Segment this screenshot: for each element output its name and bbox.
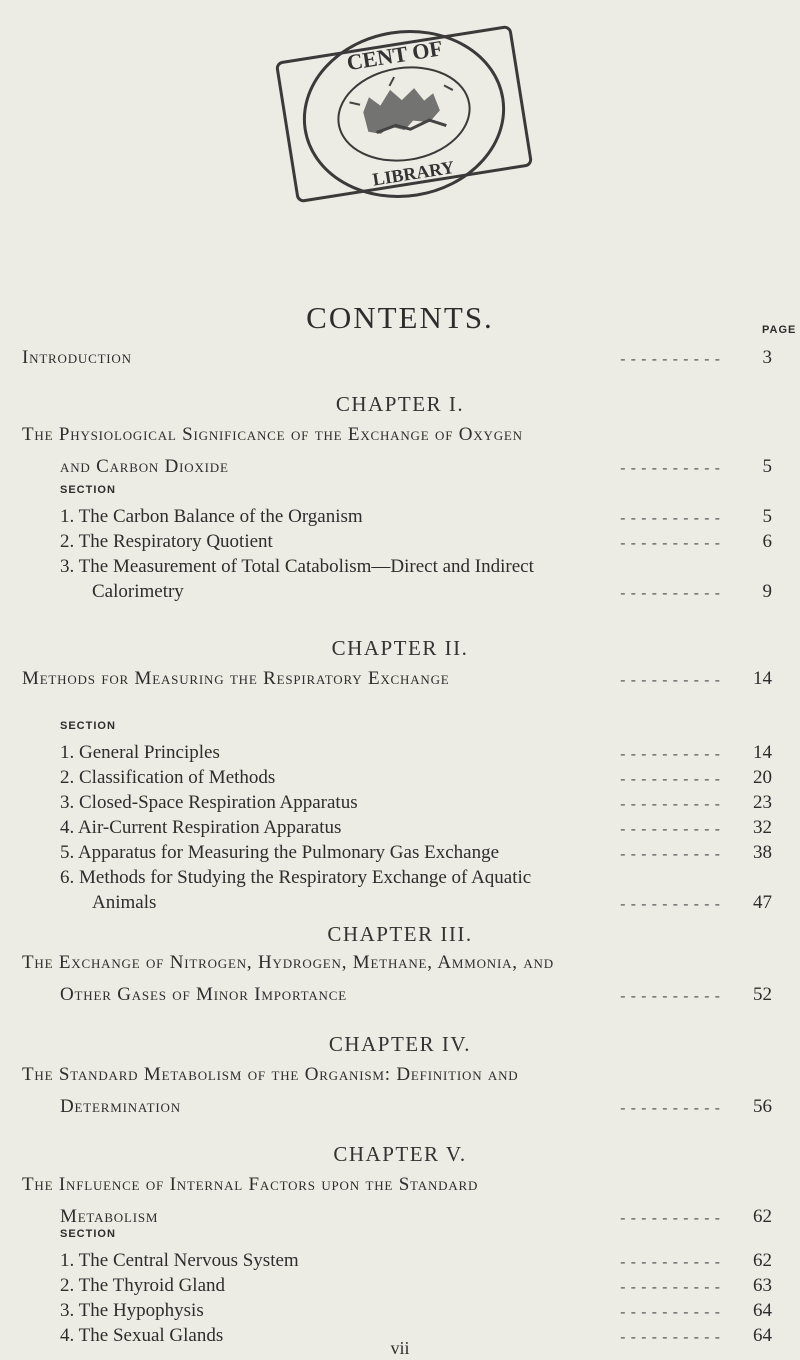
- leader-dashes: - - - - - - - - - -: [620, 819, 720, 838]
- chapter-title: [0, 984, 800, 1010]
- page-number: 47: [753, 892, 772, 913]
- page-number: 32: [753, 817, 772, 838]
- toc-line-text: 1. The Carbon Balance of the Organism: [60, 506, 363, 527]
- section-entry: [0, 1300, 800, 1326]
- page-column-label: PAGE: [762, 324, 797, 336]
- page-number: 6: [762, 531, 772, 552]
- page-number: 62: [753, 1250, 772, 1271]
- section-entry: [0, 742, 800, 768]
- toc-line-text: 5. Apparatus for Measuring the Pulmonary Gas Exchange: [60, 842, 500, 863]
- leader-dashes: - - - - - - - - - -: [620, 1252, 720, 1271]
- section-entry: [0, 892, 800, 918]
- chapter-title: [0, 1064, 800, 1090]
- chapter-title: [0, 1206, 800, 1232]
- section-entry: [0, 817, 800, 843]
- leader-dashes: - - - - - - - - - -: [620, 533, 720, 552]
- section-entry: [0, 842, 800, 868]
- chapter-label: CHAPTER II.: [331, 636, 469, 660]
- leader-dashes: - - - - - - - - - -: [620, 458, 720, 477]
- toc-line-text: Methods for Measuring the Respiratory Exchange: [22, 668, 450, 689]
- toc-line-text: Introduction: [22, 347, 132, 368]
- leader-dashes: - - - - - - - - - -: [620, 894, 720, 913]
- toc-line-text: Calorimetry: [92, 581, 184, 602]
- toc-line-text: The Physiological Significance of the Exchange of Oxygen: [22, 424, 523, 445]
- chapter-title: [0, 1096, 800, 1122]
- leader-dashes: - - - - - - - - - -: [620, 769, 720, 788]
- chapter-title: [0, 668, 800, 694]
- page-number: 38: [753, 842, 772, 863]
- page-number: 5: [762, 506, 772, 527]
- stamp-bottom-text: LIBRARY: [371, 156, 456, 190]
- section-entry: [0, 767, 800, 793]
- leader-dashes: - - - - - - - - - -: [620, 670, 720, 689]
- toc-line-text: The Exchange of Nitrogen, Hydrogen, Methane, Ammonia, and: [22, 952, 554, 973]
- toc-line-text: 1. General Principles: [60, 742, 220, 763]
- toc-line-text: 4. The Sexual Glands: [60, 1325, 224, 1346]
- leader-dashes: - - - - - - - - - -: [620, 744, 720, 763]
- chapter-label: CHAPTER V.: [333, 1142, 467, 1166]
- page-number: 20: [753, 767, 772, 788]
- chapter-label: CHAPTER III.: [327, 922, 473, 946]
- page-number: 23: [753, 792, 772, 813]
- page-folio: vii: [390, 1338, 410, 1358]
- leader-dashes: - - - - - - - - - -: [620, 794, 720, 813]
- chapter-title: [0, 456, 800, 482]
- page-number: 63: [753, 1275, 772, 1296]
- toc-line-text: Animals: [92, 892, 157, 913]
- page-number: 14: [753, 668, 772, 689]
- chapter-title: [0, 952, 800, 978]
- leader-dashes: - - - - - - - - - -: [620, 349, 720, 368]
- toc-introduction: [0, 347, 800, 373]
- page-number: 56: [753, 1096, 772, 1117]
- toc-line-text: 6. Methods for Studying the Respiratory Exchange of Aquatic: [60, 867, 532, 888]
- chapter-title: [0, 424, 800, 450]
- page-number: 64: [753, 1300, 772, 1321]
- toc-line-text: 3. The Measurement of Total Catabolism—Direct and Indirect: [60, 556, 534, 577]
- toc-line-text: 3. Closed-Space Respiration Apparatus: [60, 792, 358, 813]
- page-number: 5: [762, 456, 772, 477]
- leader-dashes: - - - - - - - - - -: [620, 1302, 720, 1321]
- chapter-title: [0, 1174, 800, 1200]
- leader-dashes: - - - - - - - - - -: [620, 1327, 720, 1346]
- toc-line-text: 1. The Central Nervous System: [60, 1250, 299, 1271]
- leader-dashes: - - - - - - - - - -: [620, 1098, 720, 1117]
- section-entry: [0, 556, 800, 582]
- chapter-label: CHAPTER I.: [335, 392, 465, 416]
- leader-dashes: - - - - - - - - - -: [620, 1277, 720, 1296]
- section-entry: [0, 792, 800, 818]
- page-number: 3: [762, 347, 772, 368]
- section-entry: [0, 531, 800, 557]
- toc-line-text: 3. The Hypophysis: [60, 1300, 204, 1321]
- stamp-top-text: CENT OF: [344, 35, 445, 76]
- toc-line-text: The Influence of Internal Factors upon the Standard: [22, 1174, 479, 1195]
- leader-dashes: - - - - - - - - - -: [620, 986, 720, 1005]
- leader-dashes: - - - - - - - - - -: [620, 1208, 720, 1227]
- page-number: 52: [753, 984, 772, 1005]
- toc-line-text: The Standard Metabolism of the Organism: Definition and: [22, 1064, 519, 1085]
- section-label: SECTION: [60, 484, 116, 496]
- page-number: 9: [762, 581, 772, 602]
- page-number: 64: [753, 1325, 772, 1346]
- toc-line-text: and Carbon Dioxide: [60, 456, 229, 477]
- section-entry: [0, 867, 800, 893]
- toc-line-text: Other Gases of Minor Importance: [60, 984, 347, 1005]
- section-entry: [0, 1275, 800, 1301]
- chapter-label: CHAPTER IV.: [328, 1032, 472, 1056]
- contents-heading: CONTENTS.: [306, 300, 494, 335]
- page-number: 62: [753, 1206, 772, 1227]
- section-label: SECTION: [60, 1228, 116, 1240]
- toc-line-text: Metabolism: [60, 1206, 159, 1227]
- leader-dashes: - - - - - - - - - -: [620, 583, 720, 602]
- section-entry: [0, 1250, 800, 1276]
- toc-line-text: 4. Air-Current Respiration Apparatus: [60, 817, 342, 838]
- leader-dashes: - - - - - - - - - -: [620, 844, 720, 863]
- leader-dashes: - - - - - - - - - -: [620, 508, 720, 527]
- section-entry: [0, 581, 800, 607]
- toc-line-text: 2. Classification of Methods: [60, 767, 276, 788]
- section-label: SECTION: [60, 720, 116, 732]
- toc-line-text: Determination: [60, 1096, 181, 1117]
- page-number: 14: [753, 742, 772, 763]
- toc-line-text: 2. The Respiratory Quotient: [60, 531, 273, 552]
- library-stamp: [268, 22, 540, 222]
- toc-line-text: 2. The Thyroid Gland: [60, 1275, 225, 1296]
- section-entry: [0, 506, 800, 532]
